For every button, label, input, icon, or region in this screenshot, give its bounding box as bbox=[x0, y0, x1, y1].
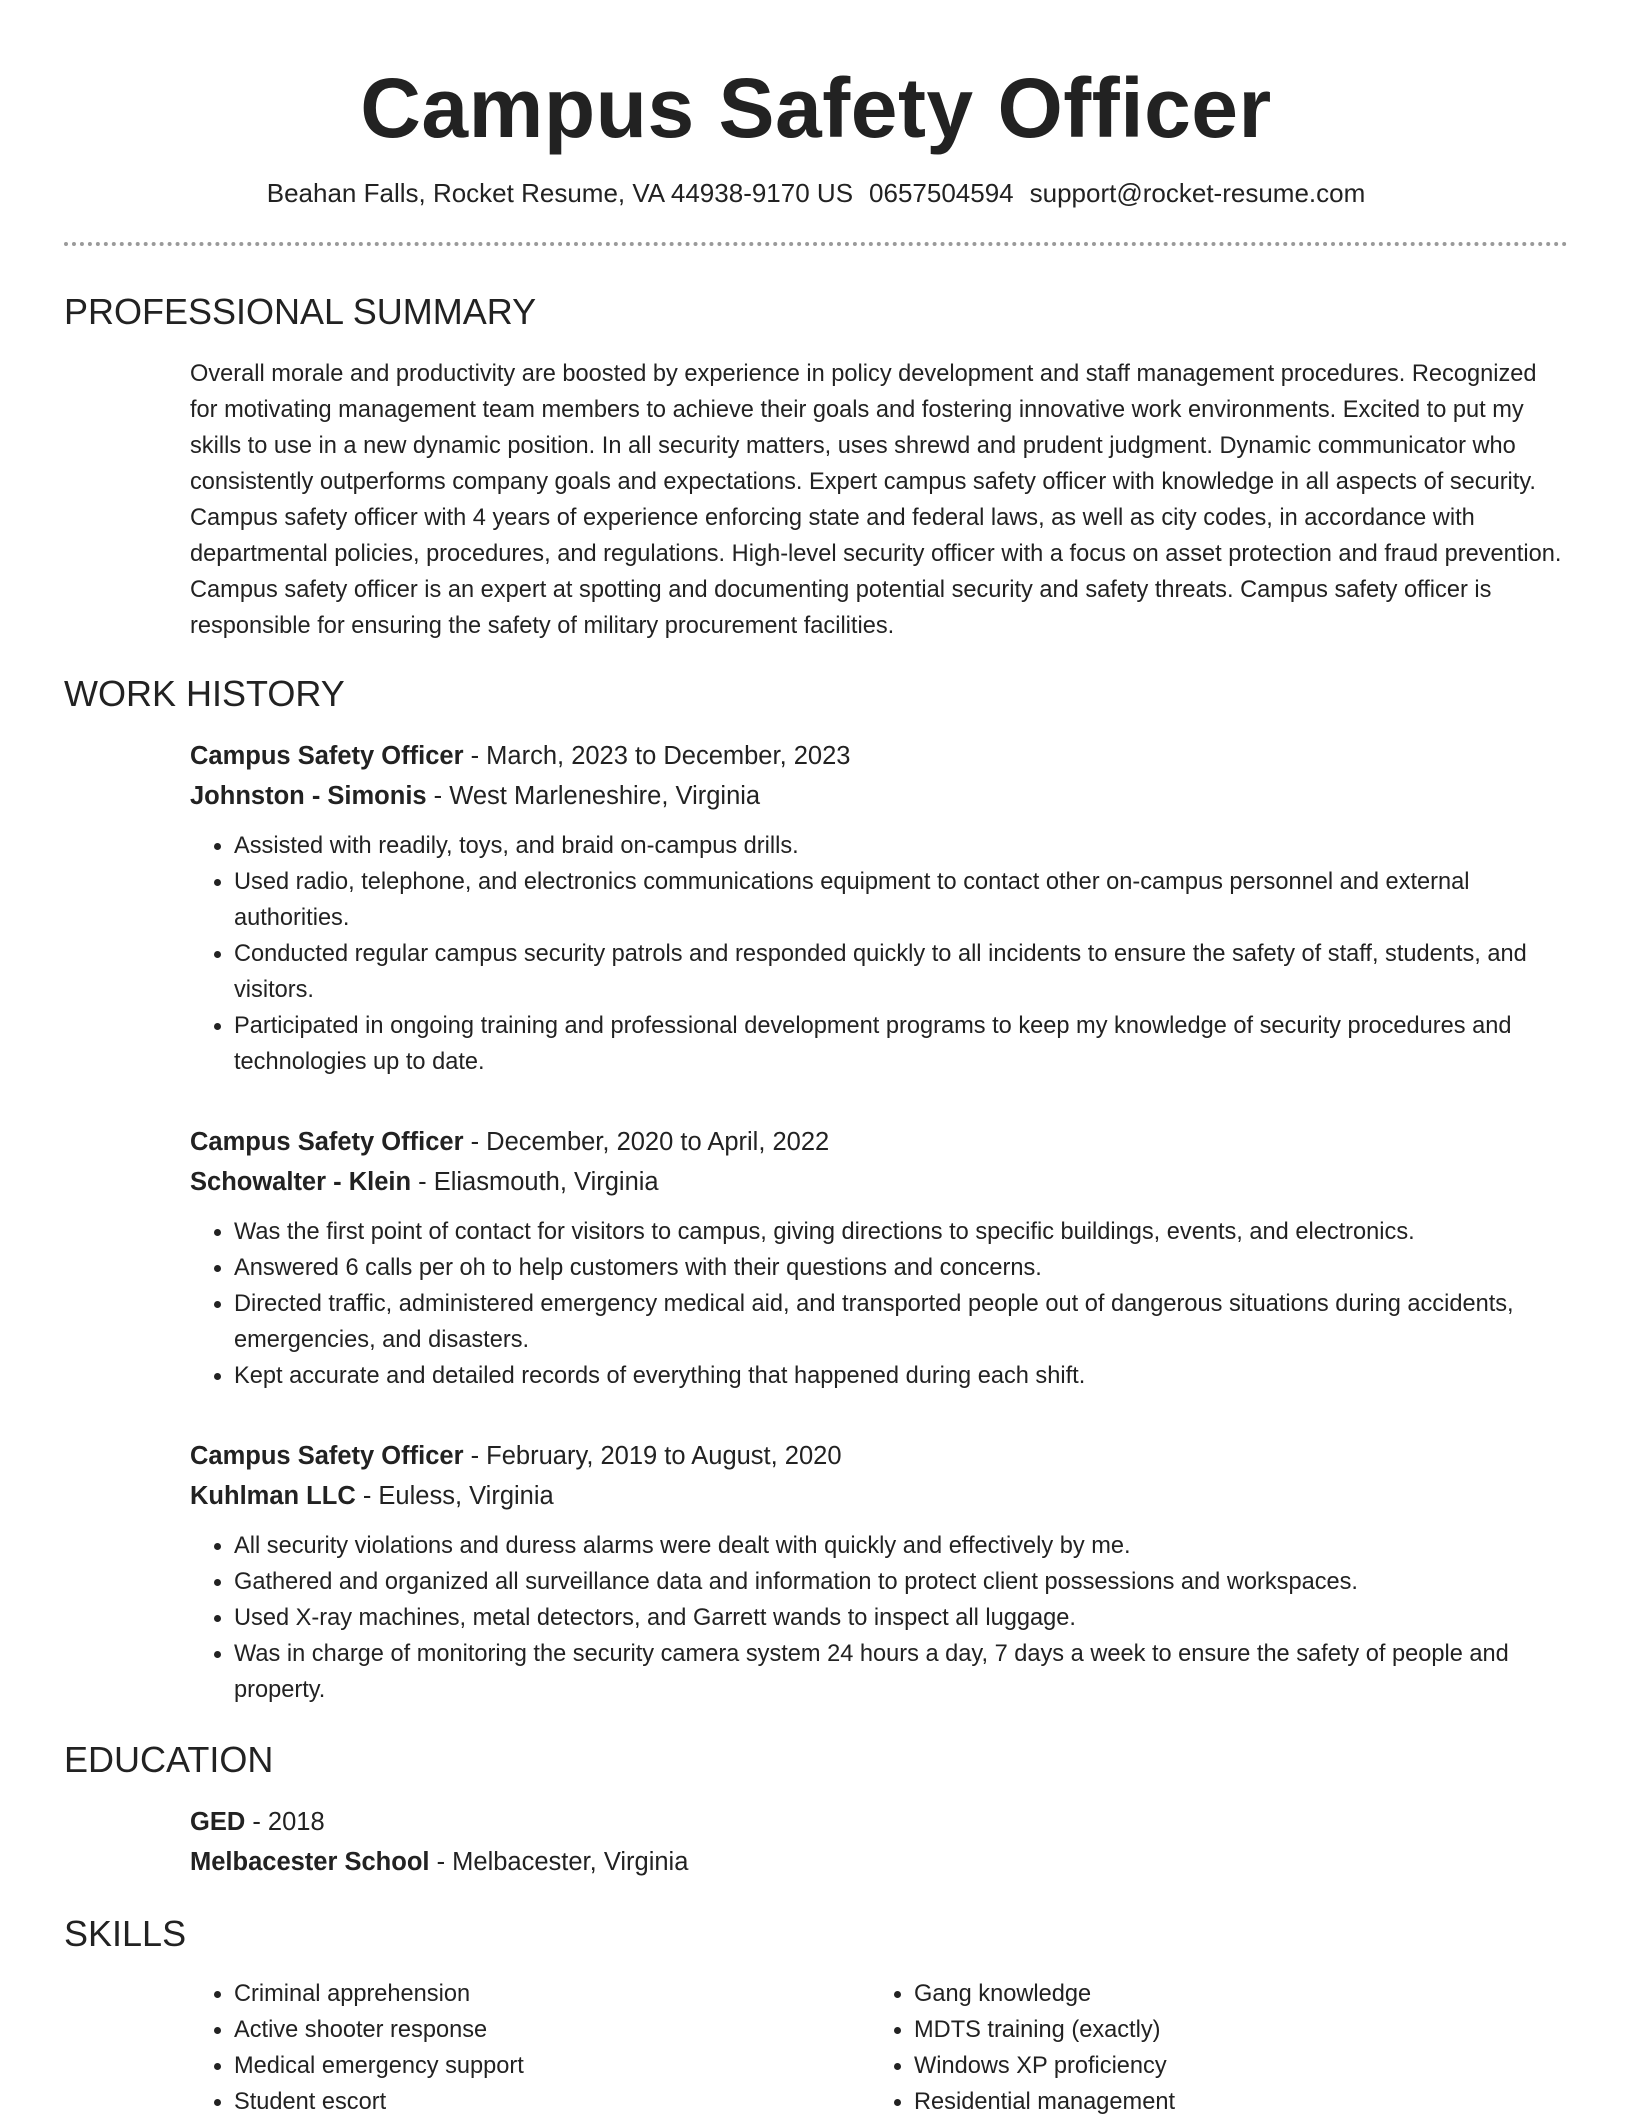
education-school-line bbox=[190, 1842, 1568, 1882]
contact-email: support@rocket-resume.com bbox=[1029, 178, 1366, 208]
skill-item: • Criminal apprehension bbox=[234, 1976, 870, 2012]
contact-phone: 0657504594 bbox=[869, 178, 1014, 208]
section-title-skills: SKILLS bbox=[64, 1913, 187, 1954]
section-title-work-history: WORK HISTORY bbox=[64, 673, 345, 714]
section-title-summary: PROFESSIONAL SUMMARY bbox=[64, 291, 537, 332]
job-entry bbox=[190, 1436, 1568, 1708]
candidate-name: Campus Safety Officer bbox=[360, 61, 1272, 155]
education-location: - Melbacester, Virginia bbox=[429, 1848, 689, 1876]
job-dates: - February, 2019 to August, 2020 bbox=[463, 1442, 842, 1470]
job-company: Johnston - Simonis bbox=[190, 782, 427, 810]
skills-column-right bbox=[870, 1976, 1550, 2120]
job-dates: - March, 2023 to December, 2023 bbox=[463, 742, 851, 770]
job-dates: - December, 2020 to April, 2022 bbox=[463, 1128, 830, 1156]
skill-item: • Residential management bbox=[914, 2084, 1550, 2120]
job-role: Campus Safety Officer bbox=[190, 742, 464, 770]
job-bullets bbox=[190, 1214, 1568, 1394]
job-location: - Euless, Virginia bbox=[355, 1482, 554, 1510]
job-company-line bbox=[190, 1476, 1568, 1516]
job-bullet: • Directed traffic, administered emergency medical aid, and transported people out of dangerous situations during accidents, emergencies, and disasters. bbox=[234, 1286, 1568, 1358]
job-list bbox=[190, 736, 1568, 1708]
job-bullet: • Was the first point of contact for visitors to campus, giving directions to specific buildings, events, and electronics. bbox=[234, 1214, 1568, 1250]
skill-item: • Student escort bbox=[234, 2084, 870, 2120]
job-bullet: • Used X-ray machines, metal detectors, and Garrett wands to inspect all luggage. bbox=[234, 1600, 1568, 1636]
job-title-line bbox=[190, 736, 1568, 776]
job-bullets bbox=[190, 828, 1568, 1080]
summary-text: Overall morale and productivity are boosted by experience in policy development and staff management procedures. Recognized for motivating management team members to achieve their goals and fostering innovative work environments. Excited to put my skills to use in a new dynamic position. In all security matters, uses shrewd and prudent judgment. Dynamic communicator who consistently outperforms company goals and expectations. Expert campus safety officer with knowledge in all aspects of security. Campus safety officer with 4 years of experience enforcing state and federal laws, as well as city codes, in accordance with departmental policies, procedures, and regulations. High-level security officer with a focus on asset protection and fraud prevention. Campus safety officer is an expert at spotting and documenting potential security and safety threats. Campus safety officer is responsible for ensuring the safety of military procurement facilities. bbox=[190, 361, 1562, 639]
job-company-line bbox=[190, 1162, 1568, 1202]
job-title-line bbox=[190, 1436, 1568, 1476]
job-title-line bbox=[190, 1122, 1568, 1162]
skill-item: • Medical emergency support bbox=[234, 2048, 870, 2084]
job-bullet: • Conducted regular campus security patrols and responded quickly to all incidents to ensure the safety of staff, students, and visitors. bbox=[234, 936, 1568, 1008]
skill-item: • Active shooter response bbox=[234, 2012, 870, 2048]
job-entry bbox=[190, 1122, 1568, 1394]
education-degree: GED bbox=[190, 1808, 246, 1836]
header-divider bbox=[64, 242, 1568, 246]
job-location: - Eliasmouth, Virginia bbox=[411, 1168, 659, 1196]
job-bullet: • Answered 6 calls per oh to help customers with their questions and concerns. bbox=[234, 1250, 1568, 1286]
education-school: Melbacester School bbox=[190, 1848, 430, 1876]
contact-address: Beahan Falls, Rocket Resume, VA 44938-9170 US bbox=[266, 178, 854, 208]
education-year: - 2018 bbox=[245, 1808, 325, 1836]
skill-item: • Windows XP proficiency bbox=[914, 2048, 1550, 2084]
job-bullet: • Assisted with readily, toys, and braid on-campus drills. bbox=[234, 828, 1568, 864]
job-bullet: • Participated in ongoing training and professional development programs to keep my knowledge of security procedures and technologies up to date. bbox=[234, 1008, 1568, 1080]
job-bullet: • All security violations and duress alarms were dealt with quickly and effectively by me. bbox=[234, 1528, 1568, 1564]
job-role: Campus Safety Officer bbox=[190, 1442, 464, 1470]
job-company: Kuhlman LLC bbox=[190, 1482, 356, 1510]
job-bullets bbox=[190, 1528, 1568, 1708]
job-company-line bbox=[190, 776, 1568, 816]
skills-list bbox=[190, 1976, 1568, 2120]
skills-column-left bbox=[190, 1976, 870, 2120]
job-bullet: • Gathered and organized all surveillance data and information to protect client possessions and workspaces. bbox=[234, 1564, 1568, 1600]
job-role: Campus Safety Officer bbox=[190, 1128, 464, 1156]
contact-line bbox=[64, 176, 1568, 210]
skill-item: • Gang knowledge bbox=[914, 1976, 1550, 2012]
job-bullet: • Was in charge of monitoring the security camera system 24 hours a day, 7 days a week to ensure the safety of people and property. bbox=[234, 1636, 1568, 1708]
resume-page bbox=[64, 0, 1568, 2120]
education-entry bbox=[190, 1802, 1568, 1882]
education-degree-line bbox=[190, 1802, 1568, 1842]
job-location: - West Marleneshire, Virginia bbox=[426, 782, 761, 810]
job-bullet: • Used radio, telephone, and electronics communications equipment to contact other on-campus personnel and external authorities. bbox=[234, 864, 1568, 936]
skill-item: • MDTS training (exactly) bbox=[914, 2012, 1550, 2048]
job-entry bbox=[190, 736, 1568, 1080]
job-bullet: • Kept accurate and detailed records of everything that happened during each shift. bbox=[234, 1358, 1568, 1394]
section-title-education: EDUCATION bbox=[64, 1739, 274, 1780]
job-company: Schowalter - Klein bbox=[190, 1168, 412, 1196]
